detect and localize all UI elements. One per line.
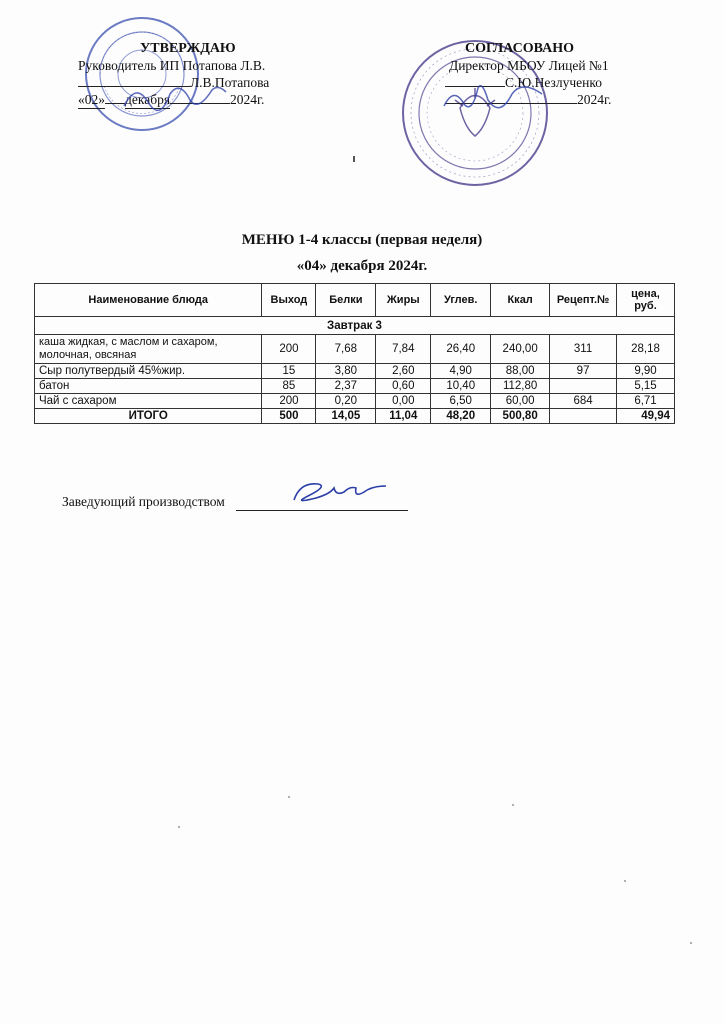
- total-label: ИТОГО: [35, 409, 262, 424]
- agree-date-year: 2024г.: [577, 92, 612, 107]
- table-row: [35, 379, 675, 394]
- approve-line2: Л.В.Потапова: [190, 75, 270, 90]
- table-row: [35, 364, 675, 379]
- header-fat: Жиры: [376, 284, 431, 317]
- section-row: [35, 317, 675, 335]
- cell-protein: 0,20: [316, 394, 376, 409]
- total-row: [35, 409, 675, 424]
- cell-output: 85: [262, 379, 316, 394]
- document-date: «04» декабря 2024г.: [296, 258, 428, 274]
- cell-protein: 2,37: [316, 379, 376, 394]
- cell-fat: 0,60: [376, 379, 431, 394]
- cell-price: 6,71: [617, 394, 675, 409]
- total-price: 49,94: [617, 409, 675, 424]
- cell-price: 9,90: [617, 364, 675, 379]
- scan-speck: [288, 796, 290, 798]
- cell-recipe: 684: [550, 394, 617, 409]
- scan-speck: [624, 880, 626, 882]
- cell-recipe: [550, 379, 617, 394]
- cell-dish: Сыр полутвердый 45%жир.: [35, 364, 262, 379]
- agree-line1: Директор МБОУ Лицей №1: [449, 58, 609, 73]
- total-output: 500: [262, 409, 316, 424]
- cell-carbs: 4,90: [431, 364, 491, 379]
- cell-price: 28,18: [617, 335, 675, 364]
- cell-output: 200: [262, 335, 316, 364]
- cell-fat: 2,60: [376, 364, 431, 379]
- total-carbs: 48,20: [431, 409, 491, 424]
- cell-dish: Чай с сахаром: [35, 394, 262, 409]
- approve-date-year: 2024г.: [230, 92, 265, 107]
- cell-recipe: 97: [550, 364, 617, 379]
- cell-recipe: 311: [550, 335, 617, 364]
- agree-title: СОГЛАСОВАНО: [465, 41, 574, 56]
- cell-carbs: 26,40: [431, 335, 491, 364]
- scan-speck: [690, 942, 692, 944]
- agree-line2: С.Ю.Незлученко: [505, 75, 602, 90]
- approve-date-day: «02»: [78, 92, 105, 107]
- cell-price: 5,15: [617, 379, 675, 394]
- cell-kcal: 60,00: [491, 394, 550, 409]
- approve-date-month: декабря: [125, 92, 171, 107]
- cell-protein: 3,80: [316, 364, 376, 379]
- scan-speck: [512, 804, 514, 806]
- document-title: МЕНЮ 1-4 классы (первая неделя): [241, 232, 483, 248]
- total-kcal: 500,80: [491, 409, 550, 424]
- approve-title: УТВЕРЖДАЮ: [140, 41, 236, 56]
- table-row: [35, 335, 675, 364]
- agree-signature: [440, 80, 550, 116]
- cell-dish: батон: [35, 379, 262, 394]
- cell-fat: 0,00: [376, 394, 431, 409]
- table-header-row: [35, 284, 675, 317]
- cell-kcal: 112,80: [491, 379, 550, 394]
- cell-fat: 7,84: [376, 335, 431, 364]
- cell-protein: 7,68: [316, 335, 376, 364]
- total-protein: 14,05: [316, 409, 376, 424]
- scan-speck: [178, 826, 180, 828]
- cell-carbs: 10,40: [431, 379, 491, 394]
- header-kcal: Ккал: [491, 284, 550, 317]
- table-row: [35, 394, 675, 409]
- production-manager-label: Заведующий производством: [62, 494, 225, 509]
- total-fat: 11,04: [376, 409, 431, 424]
- production-manager-signature: [284, 472, 394, 512]
- menu-table: [34, 283, 675, 424]
- header-protein: Белки: [316, 284, 376, 317]
- cell-kcal: 88,00: [491, 364, 550, 379]
- total-recipe: [550, 409, 617, 424]
- cell-kcal: 240,00: [491, 335, 550, 364]
- header-dish: Наименование блюда: [35, 284, 262, 317]
- cell-output: 200: [262, 394, 316, 409]
- cell-carbs: 6,50: [431, 394, 491, 409]
- stray-mark: [353, 156, 355, 162]
- approve-signature: [120, 78, 230, 118]
- cell-output: 15: [262, 364, 316, 379]
- header-output: Выход: [262, 284, 316, 317]
- header-recipe: Рецепт.№: [550, 284, 617, 317]
- cell-dish: каша жидкая, с маслом и сахаром, молочная, овсяная: [35, 335, 262, 364]
- approve-line1: Руководитель ИП Потапова Л.В.: [78, 58, 266, 73]
- section-label: Завтрак 3: [35, 317, 675, 335]
- header-carbs: Углев.: [431, 284, 491, 317]
- header-price: цена, руб.: [617, 284, 675, 317]
